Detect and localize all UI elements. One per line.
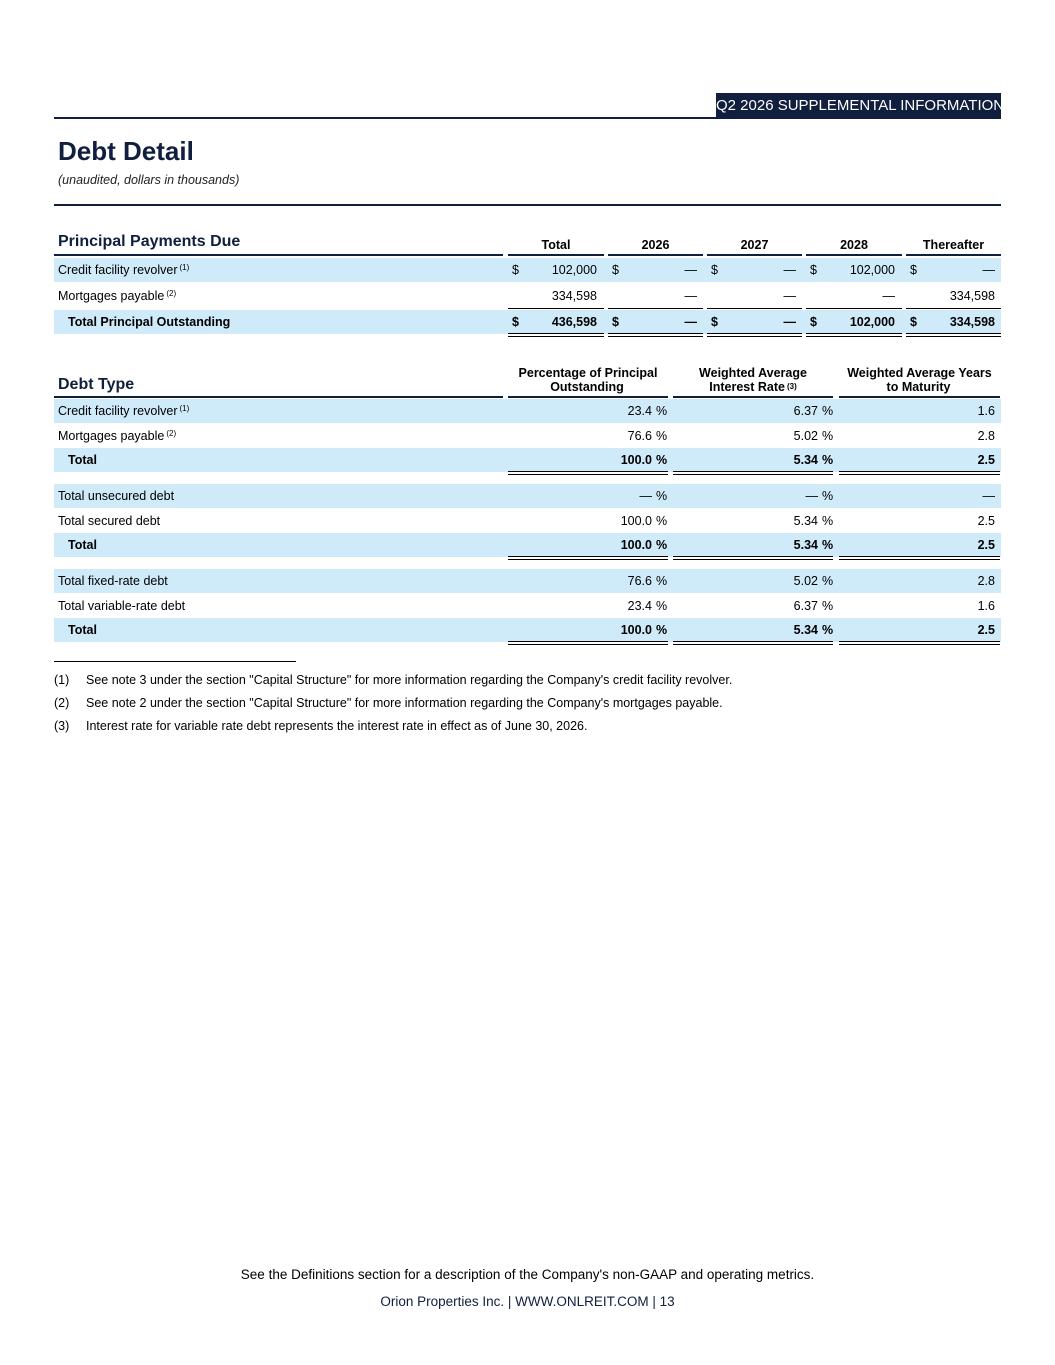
percent-sign: % [822,538,834,552]
column-header: 2028 [840,238,868,252]
currency-symbol: $ [910,263,917,277]
header-rule [806,254,902,256]
row-label [58,289,176,303]
total-double-rule [608,333,703,337]
row-label-text: Mortgages payable [58,289,165,303]
row-label-text: Total [68,623,97,637]
row-label-text: Credit facility revolver [58,404,178,418]
row-label-text: Total Principal Outstanding [68,315,231,329]
cell-value: 2.8 [977,428,995,443]
row-shading [54,448,1001,472]
footer-note: See the Definitions section for a description of the Company's non-GAAP and operating metrics. [240,1267,815,1282]
section-title: Debt Type [58,376,135,393]
header-rule [608,254,703,256]
subtotal-rule [906,308,1001,309]
footnote-marker: (2) [166,428,177,438]
cell-value: 102,000 [849,263,895,277]
header-rule [54,396,503,398]
column-header [673,366,833,394]
cell-value: 6.37 [793,598,818,613]
column-header [508,366,668,394]
subtotal-rule [508,308,604,309]
currency-symbol: $ [512,315,519,329]
row-label-text: Total unsecured debt [58,489,175,503]
row-label [58,429,176,443]
total-double-rule [806,333,902,337]
cell-value: — [639,489,652,503]
percent-sign: % [822,574,834,588]
cell-value: 5.34 [793,538,818,552]
cell-value: 102,000 [551,263,597,277]
total-double-rule [839,556,1000,560]
cell-value: — [982,263,995,277]
footnote-marker: (1) [179,404,190,413]
percent-sign: % [656,453,668,467]
row-label-text: Total [68,538,97,552]
section-title: Principal Payments Due [58,233,241,250]
cell-value: 334,598 [949,289,995,303]
column-header: 2027 [740,238,769,252]
percent-sign: % [656,598,668,613]
percent-sign: % [656,574,668,588]
cell-value: — [783,289,796,303]
cell-value: — [684,263,697,277]
row-label [68,453,99,467]
footnote-number: (1) [54,673,70,687]
total-double-rule [906,333,1001,337]
header-rule [673,396,833,398]
cell-value: 1.6 [977,404,995,418]
row-shading [54,399,1001,423]
footnote-number: (3) [54,719,70,733]
cell-value: 6.37 [793,404,818,418]
column-header-line [673,380,833,394]
header-rule [906,254,1001,256]
column-header: Thereafter [922,238,985,252]
currency-symbol: $ [612,263,619,277]
row-shading [54,533,1001,557]
cell-value: 102,000 [849,315,895,329]
footnote-marker: (2) [166,289,177,298]
cell-value: 334,598 [551,289,597,303]
footnote-text: See note 2 under the section "Capital Structure" for more information regarding the Company's mortgages payable. [86,696,723,710]
footnote-number: (2) [54,696,70,710]
header-rule [54,254,503,256]
total-double-rule [673,556,833,560]
percent-sign: % [822,404,834,418]
row-label [58,404,189,418]
percent-sign: % [822,489,834,503]
cell-value: 2.5 [977,538,995,552]
cell-value: 100.0 [620,513,652,528]
total-double-rule [673,471,833,475]
row-label-text: Mortgages payable [58,428,165,443]
cell-value: 5.34 [793,513,818,528]
currency-symbol: $ [612,315,619,329]
currency-symbol: $ [810,263,817,277]
header-rule [508,254,604,256]
row-label [58,574,170,588]
column-header: Total [541,238,571,252]
cell-value: 2.5 [977,513,995,528]
cell-value: 76.6 [627,574,652,588]
cell-value: 2.5 [977,453,995,467]
total-double-rule [508,556,668,560]
total-double-rule [508,471,668,475]
row-label [68,623,99,637]
row-label [58,489,176,503]
column-header-text: Outstanding [550,380,624,394]
row-label-text: Total [68,453,97,467]
percent-sign: % [822,428,834,443]
percent-sign: % [822,513,834,528]
cell-value: 5.34 [793,623,818,637]
cell-value: 2.5 [977,623,995,637]
percent-sign: % [656,623,668,637]
cell-value: 334,598 [949,315,995,329]
cell-value: — [783,315,796,329]
cell-value: 2.8 [977,574,995,588]
column-header-line [508,380,668,394]
percent-sign: % [822,453,834,467]
currency-symbol: $ [910,315,917,329]
column-header [839,366,1000,394]
column-header-line: Weighted Average Years [847,366,992,380]
total-double-rule [508,641,668,645]
cell-value: — [684,315,697,329]
row-label [58,599,187,613]
cell-value: 100.0 [620,538,652,552]
cell-value: 1.6 [977,598,995,613]
column-header-line [839,380,1000,394]
total-double-rule [839,471,1000,475]
currency-symbol: $ [711,263,718,277]
cell-value: — [805,489,818,503]
page-title: Debt Detail [58,136,194,166]
footnote-text: Interest rate for variable rate debt represents the interest rate in effect as of June 30, 2026. [86,719,588,733]
row-label [58,263,189,277]
row-label-text: Total fixed-rate debt [58,574,168,588]
page-subtitle: (unaudited, dollars in thousands) [58,173,240,187]
percent-sign: % [656,513,668,528]
row-label-text: Total variable-rate debt [58,598,186,613]
percent-sign: % [822,598,834,613]
header-rule [839,396,1000,398]
cell-value: 23.4 [627,404,652,418]
row-shading [54,484,1001,508]
cell-value: — [684,289,697,303]
column-header-text: to Maturity [886,380,951,394]
percent-sign: % [656,428,668,443]
cell-value: 76.6 [627,428,652,443]
column-header-line: Percentage of Principal [518,366,658,380]
currency-symbol: $ [711,315,718,329]
cell-value: — [882,289,895,303]
percent-sign: % [656,404,668,418]
footnote-marker: (1) [179,263,190,272]
cell-value: 5.02 [793,574,818,588]
row-label [68,315,232,329]
footer-company-line: Orion Properties Inc. | WWW.ONLREIT.COM | 13 [380,1294,675,1309]
cell-value: 5.34 [793,453,818,467]
row-shading [54,569,1001,593]
column-header: 2026 [641,238,670,252]
cell-value: 23.4 [627,598,652,613]
total-double-rule [508,333,604,337]
row-label-text: Credit facility revolver [58,263,178,277]
header-rule [707,254,802,256]
title-rule [54,204,1001,206]
total-double-rule [707,333,802,337]
subtotal-rule [707,308,802,309]
report-period-tag: Q2 2026 SUPPLEMENTAL INFORMATION [716,93,1001,119]
column-header-text: Interest Rate [709,380,785,394]
row-label-text: Total secured debt [58,513,161,528]
percent-sign: % [822,623,834,637]
cell-value: 436,598 [551,315,597,329]
cell-value: 100.0 [620,453,652,467]
total-double-rule [839,641,1000,645]
currency-symbol: $ [512,263,519,277]
row-label [58,514,162,528]
footnote-text: See note 3 under the section "Capital Structure" for more information regarding the Company's credit facility revolver. [86,673,733,687]
cell-value: — [982,489,995,503]
row-label [68,538,99,552]
row-shading [54,618,1001,642]
total-double-rule [673,641,833,645]
subtotal-rule [806,308,902,309]
percent-sign: % [656,538,668,552]
header-rule [508,396,668,398]
subtotal-rule [608,308,703,309]
footnote-marker: (3) [786,382,797,391]
percent-sign: % [656,489,668,503]
currency-symbol: $ [810,315,817,329]
footnote-rule [54,661,296,662]
cell-value: 5.02 [793,428,818,443]
cell-value: 100.0 [620,623,652,637]
cell-value: — [783,263,796,277]
column-header-line: Weighted Average [699,366,807,380]
